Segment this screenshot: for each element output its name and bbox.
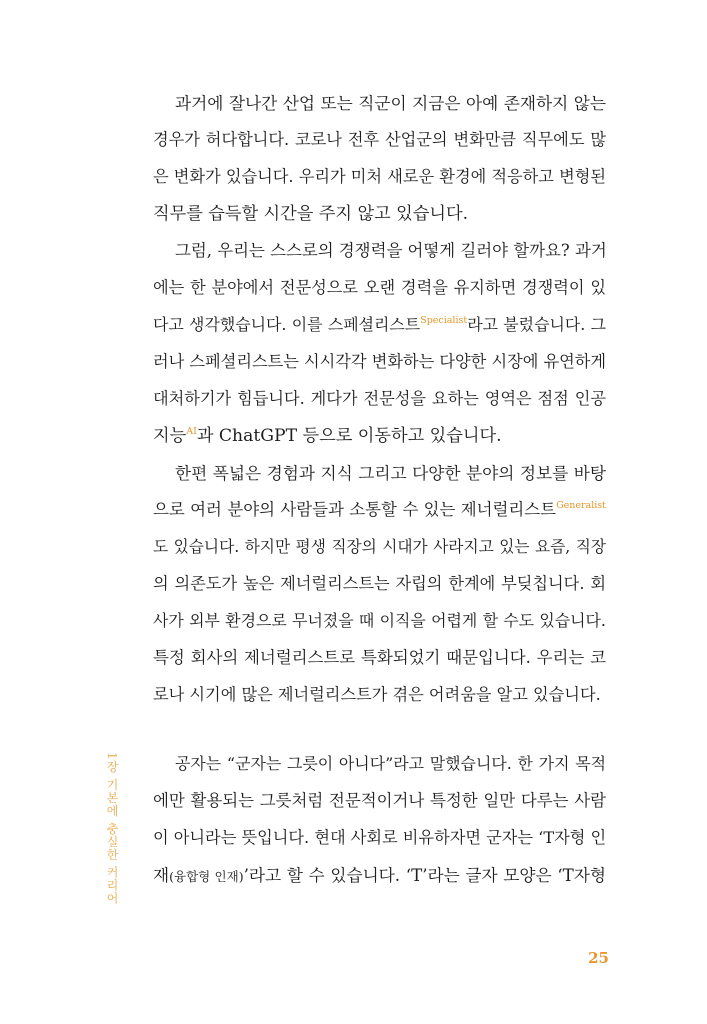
generalist-annotation: Generalist	[556, 500, 606, 511]
paragraph2-line5: 대처하기가 힘듭니다. 게다가 전문성을 요하는 영역은 점점 인공	[153, 389, 606, 408]
paragraph3-line3: 도 있습니다. 하지만 평생 직장의 시대가 사라지고 있는 요즘, 직장	[153, 537, 606, 556]
paragraph4-line4-small: (융합형 인재)	[169, 869, 244, 884]
paragraph2-line6	[153, 421, 606, 451]
paragraph2-line2: 에는 한 분야에서 전문성으로 오랜 경력을 유지하면 경쟁력이 있	[153, 278, 606, 297]
paragraph3-line2-text: 으로 여러 분야의 사람들과 소통할 수 있는 제너럴리스트	[153, 500, 557, 519]
paragraph2-line3	[153, 310, 606, 340]
paragraph4-line4-text-b: ’라고 할 수 있습니다. ‘T’라는 글자 모양은 ‘T자형	[243, 865, 606, 885]
paragraph3-line1: 한편 폭넓은 경험과 지식 그리고 다양한 분야의 정보를 바탕	[175, 463, 606, 483]
paragraph4-line4	[153, 860, 606, 890]
paragraph2-line3-text-a: 다고 생각했습니다. 이를 스페셜리스트	[153, 315, 421, 334]
paragraph2-line4: 러나 스페셜리스트는 시시각각 변화하는 다양한 시장에 유연하게	[153, 352, 607, 371]
paragraph3-line4: 의 의존도가 높은 제너럴리스트는 자립의 한계에 부딪칩니다. 회	[153, 574, 606, 593]
paragraph2-line1: 그럼, 우리는 스스로의 경쟁력을 어떻게 길러야 할까요? 과거	[175, 241, 607, 260]
paragraph4-line2: 에만 활용되는 그릇처럼 전문적이거나 특정한 일만 다루는 사람	[153, 791, 606, 810]
paragraph4-line1: 공자는 “군자는 그릇이 아니다”라고 말했습니다. 한 가지 목적	[175, 754, 606, 773]
ai-annotation: AI	[186, 426, 197, 437]
paragraph1-line2: 경우가 허다합니다. 코로나 전후 산업군의 변화만큼 직무에도 많	[153, 130, 606, 149]
paragraph1-line4: 직무를 습득할 시간을 주지 않고 있습니다.	[153, 204, 469, 224]
paragraph4-line3: 이 아니라는 뜻입니다. 현대 사회로 비유하자면 군자는 ‘T자형 인	[153, 828, 607, 847]
paragraph4-line4-text-a: 재	[153, 865, 170, 885]
paragraph2-line3-text-b: 라고 불렀습니다. 그	[467, 315, 606, 334]
page-number: 25	[588, 949, 609, 967]
paragraph3-line6: 특정 회사의 제너럴리스트로 특화되었기 때문입니다. 우리는 코	[153, 648, 606, 667]
paragraph1-line1: 과거에 잘나간 산업 또는 직군이 지금은 아예 존재하지 않는	[175, 93, 606, 113]
paragraph3-line5: 사가 외부 환경으로 무너졌을 때 이직을 어렵게 할 수도 있습니다.	[153, 611, 606, 630]
paragraph3-line7: 로나 시기에 많은 제너럴리스트가 겪은 어려움을 알고 있습니다.	[153, 685, 601, 704]
specialist-annotation: Specialist	[420, 315, 468, 326]
chapter-side-label: 1장 기본에 충실한 커리어	[105, 752, 119, 906]
paragraph1-line3: 은 변화가 있습니다. 우리가 미처 새로운 환경에 적응하고 변형된	[153, 167, 606, 186]
paragraph2-line6-text-b: 과 ChatGPT 등으로 이동하고 있습니다.	[196, 426, 502, 446]
paragraph2-line6-text-a: 지능	[153, 426, 187, 446]
paragraph3-line2	[153, 495, 606, 525]
